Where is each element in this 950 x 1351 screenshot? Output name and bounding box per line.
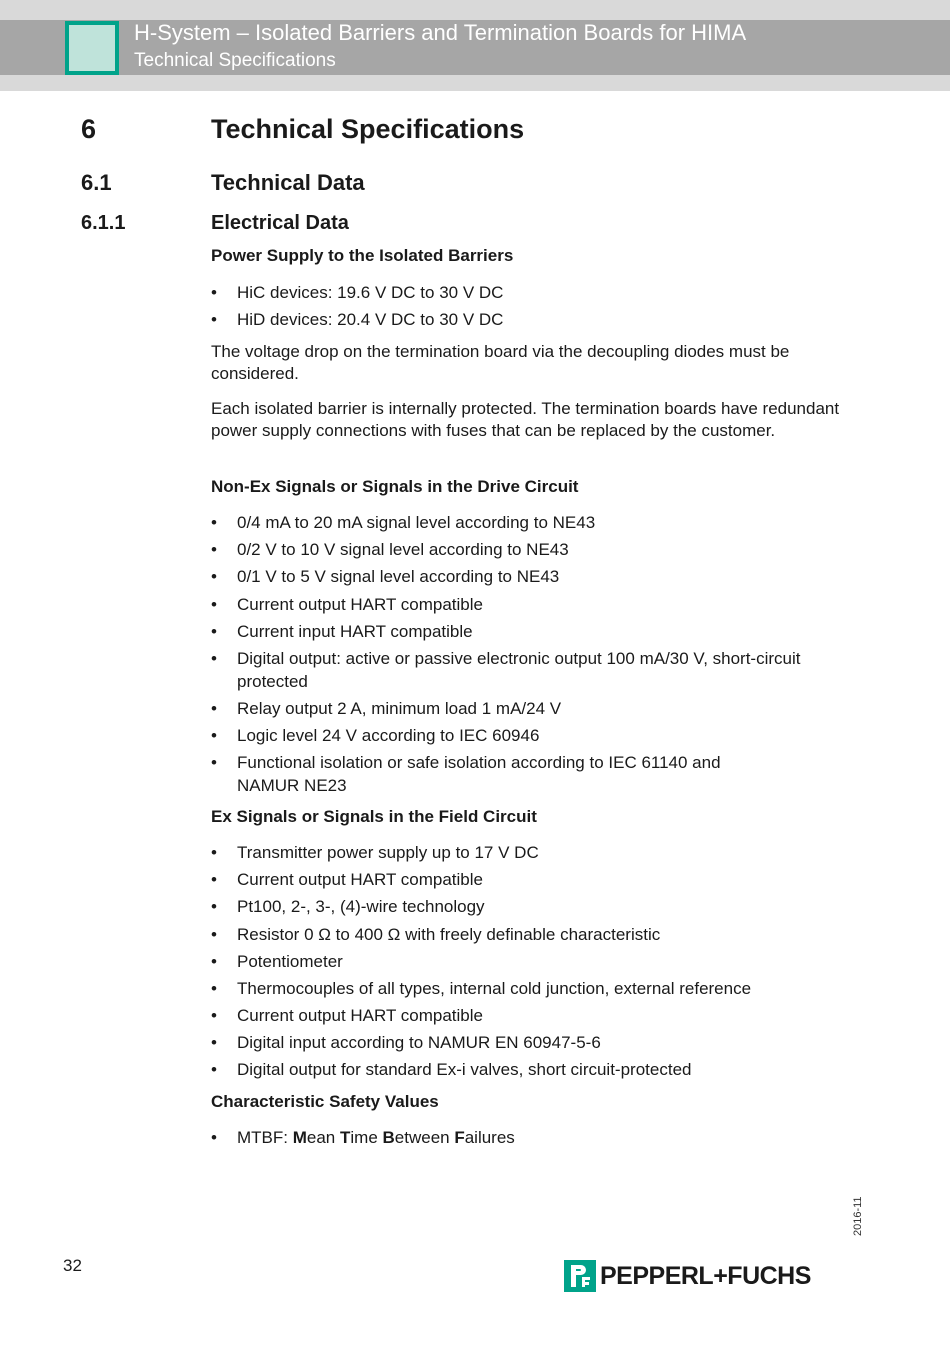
list-item — [211, 924, 841, 947]
bullet-icon: • — [211, 726, 217, 745]
list-item — [211, 978, 841, 1001]
bullet-icon: • — [211, 540, 217, 559]
list-item — [211, 539, 841, 562]
subsubsection-title: Electrical Data — [211, 212, 349, 234]
list-item-text: Digital input according to NAMUR EN 60947-5-6 — [237, 1033, 601, 1052]
list-item — [211, 282, 841, 305]
list-item-text: Potentiometer — [237, 952, 343, 971]
paragraph: The voltage drop on the termination board via the decoupling diodes must be considered. — [211, 342, 790, 383]
document-subtitle: Technical Specifications — [134, 50, 336, 71]
list-item — [211, 725, 841, 748]
bullet-icon: • — [211, 283, 217, 302]
mtbf-initial: T — [339, 1128, 351, 1147]
bullet-icon: • — [211, 567, 217, 586]
list-item-text: Current output HART compatible — [237, 1006, 483, 1025]
list-item — [211, 512, 841, 535]
list-item-text: HiD devices: 20.4 V DC to 30 V DC — [237, 310, 504, 329]
list-item — [211, 896, 841, 919]
header-strip-top — [0, 0, 950, 20]
list-item-text: Resistor 0 Ω to 400 Ω with freely definable characteristic — [237, 925, 661, 944]
list-item-text: Transmitter power supply up to 17 V DC — [237, 843, 539, 862]
list-item-text: Functional isolation or safe isolation according to IEC 61140 and NAMUR NE23 — [237, 753, 721, 795]
list-item — [211, 1059, 841, 1082]
list-item — [211, 621, 841, 644]
bullet-icon: • — [211, 595, 217, 614]
list-item — [211, 1127, 841, 1150]
mtbf-word: ime — [350, 1128, 383, 1147]
mtbf-word: etween — [394, 1128, 455, 1147]
mtbf-label: MTBF: — [237, 1128, 293, 1147]
list-item-text: Logic level 24 V according to IEC 60946 — [237, 726, 540, 745]
paragraph: Each isolated barrier is internally protected. The termination boards have redundant power supply connections with fuses that can be replaced by the customer. — [211, 399, 840, 440]
list-item-text: Current input HART compatible — [237, 622, 473, 641]
list-item-text: Pt100, 2-, 3-, (4)-wire technology — [237, 897, 485, 916]
brand-name: PEPPERL+FUCHS — [600, 1261, 811, 1290]
list-item-text: Current output HART compatible — [237, 870, 483, 889]
section-number: 6 — [81, 114, 97, 144]
bullet-icon: • — [211, 1006, 217, 1025]
list-item — [211, 842, 841, 865]
bullet-icon: • — [211, 925, 217, 944]
page-number: 32 — [63, 1256, 82, 1275]
list-item — [211, 566, 841, 589]
list-item — [211, 594, 841, 617]
header-strip-bottom — [0, 75, 950, 91]
subsection-title: Technical Data — [211, 170, 365, 195]
non-ex-heading: Non-Ex Signals or Signals in the Drive Circuit — [211, 477, 579, 496]
bullet-icon: • — [211, 897, 217, 916]
subsubsection-number: 6.1.1 — [81, 212, 126, 234]
subsection-number: 6.1 — [81, 170, 112, 195]
bullet-icon: • — [211, 699, 217, 718]
list-item-text: 0/4 mA to 20 mA signal level according to NE43 — [237, 513, 596, 532]
section-title: Technical Specifications — [211, 114, 525, 144]
bullet-icon: • — [211, 1128, 217, 1147]
bullet-icon: • — [211, 649, 217, 668]
mtbf-initial: F — [454, 1128, 465, 1147]
list-item-text: Relay output 2 A, minimum load 1 mA/24 V — [237, 699, 562, 718]
bullet-icon: • — [211, 870, 217, 889]
list-item — [211, 951, 841, 974]
list-item — [211, 309, 841, 332]
list-item-text: Digital output for standard Ex-i valves, short circuit-protected — [237, 1060, 692, 1079]
power-supply-heading: Power Supply to the Isolated Barriers — [211, 246, 514, 265]
bullet-icon: • — [211, 952, 217, 971]
list-item-text: Digital output: active or passive electronic output 100 mA/30 V, short-circuit protected — [237, 649, 801, 691]
document-title: H-System – Isolated Barriers and Termination Boards for HIMA — [134, 20, 747, 45]
list-item-text: HiC devices: 19.6 V DC to 30 V DC — [237, 283, 504, 302]
bullet-icon: • — [211, 622, 217, 641]
list-item — [211, 648, 841, 693]
mtbf-initial: B — [382, 1128, 395, 1147]
edition-date: 2016-11 — [852, 1196, 864, 1236]
list-item — [211, 1005, 841, 1028]
mtbf-text — [237, 1127, 841, 1150]
bullet-icon: • — [211, 979, 217, 998]
mtbf-word: ean — [306, 1128, 340, 1147]
list-item — [211, 698, 841, 721]
list-item — [211, 869, 841, 892]
list-item-text: 0/2 V to 10 V signal level according to NE43 — [237, 540, 569, 559]
bullet-icon: • — [211, 1033, 217, 1052]
list-item-text: Thermocouples of all types, internal cold junction, external reference — [237, 979, 752, 998]
bullet-icon: • — [211, 310, 217, 329]
list-item — [211, 1032, 841, 1055]
ex-heading: Ex Signals or Signals in the Field Circuit — [211, 807, 537, 826]
bullet-icon: • — [211, 753, 217, 772]
pepperl-fuchs-logo — [564, 1260, 811, 1292]
header-brand-square-icon — [65, 21, 119, 75]
list-item-text: 0/1 V to 5 V signal level according to NE43 — [237, 567, 560, 586]
bullet-icon: • — [211, 513, 217, 532]
safety-heading: Characteristic Safety Values — [211, 1092, 439, 1111]
list-item-text: Current output HART compatible — [237, 595, 483, 614]
mtbf-word: ailures — [464, 1128, 515, 1147]
pf-logo-icon — [564, 1260, 596, 1292]
bullet-icon: • — [211, 843, 217, 862]
bullet-icon: • — [211, 1060, 217, 1079]
list-item — [211, 752, 771, 797]
mtbf-initial: M — [292, 1128, 307, 1147]
